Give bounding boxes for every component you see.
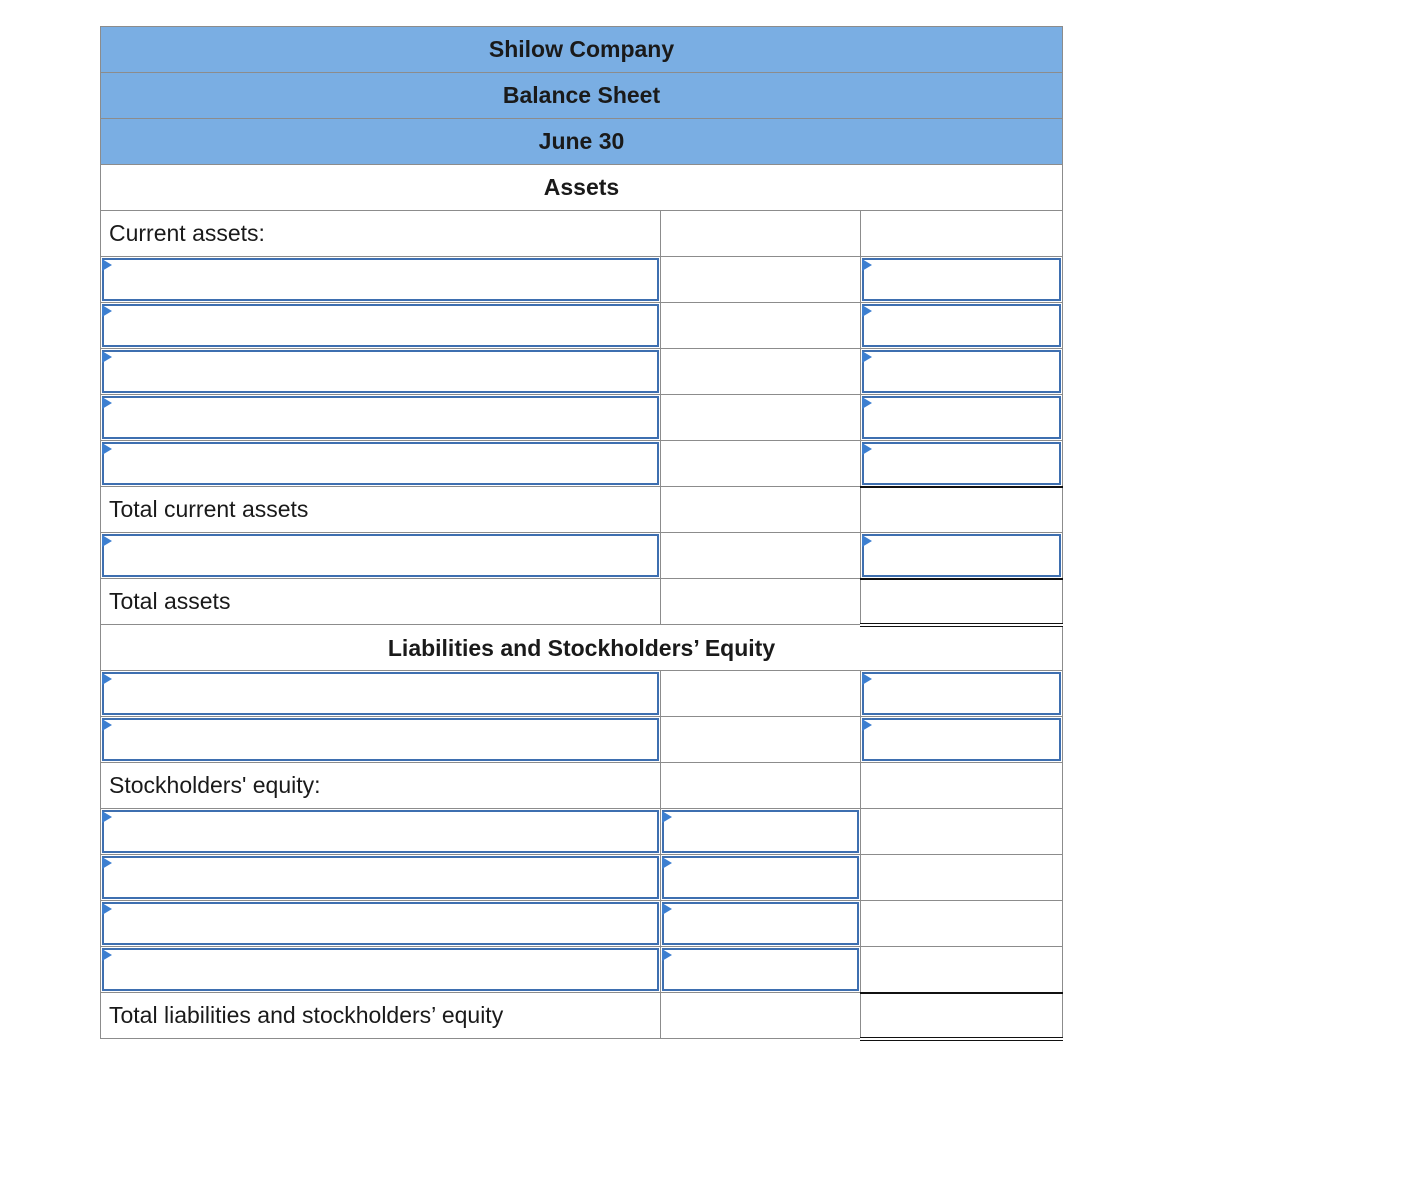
empty-cell	[661, 211, 861, 257]
empty-cell	[661, 993, 861, 1039]
table-row	[101, 947, 1063, 993]
stockholders-equity-label: Stockholders' equity:	[101, 763, 661, 809]
liability-amount-cell	[861, 717, 1063, 763]
equity-account-cell	[101, 809, 661, 855]
current-asset-amount-input[interactable]	[864, 444, 1059, 483]
dropdown-marker-icon	[102, 443, 112, 455]
equity-amount-cell	[661, 855, 861, 901]
current-asset-amount-cell	[861, 441, 1063, 487]
current-asset-amount-input[interactable]	[864, 306, 1059, 345]
dropdown-marker-icon	[102, 903, 112, 915]
dropdown-marker-icon	[102, 949, 112, 961]
empty-cell	[861, 763, 1063, 809]
header-row-company	[101, 27, 1063, 73]
empty-cell	[661, 487, 861, 533]
dropdown-marker-icon	[862, 397, 872, 409]
section-row-liabilities	[101, 625, 1063, 671]
noncurrent-asset-account-input[interactable]	[104, 536, 657, 575]
empty-cell	[661, 395, 861, 441]
equity-amount-input[interactable]	[664, 950, 857, 989]
dropdown-marker-icon	[662, 903, 672, 915]
statement-title: Balance Sheet	[101, 73, 1063, 119]
dropdown-marker-icon	[862, 673, 872, 685]
current-asset-account-cell	[101, 257, 661, 303]
equity-account-input[interactable]	[104, 858, 657, 897]
equity-account-input[interactable]	[104, 950, 657, 989]
equity-amount-input[interactable]	[664, 904, 857, 943]
liability-account-input[interactable]	[104, 674, 657, 713]
dropdown-marker-icon	[862, 719, 872, 731]
current-asset-amount-cell	[861, 349, 1063, 395]
total-liabilities-equity-value	[861, 993, 1063, 1039]
empty-cell	[661, 533, 861, 579]
current-asset-account-cell	[101, 441, 661, 487]
empty-cell	[661, 717, 861, 763]
current-asset-amount-input[interactable]	[864, 398, 1059, 437]
table-row	[101, 993, 1063, 1039]
dropdown-marker-icon	[102, 857, 112, 869]
current-asset-amount-cell	[861, 257, 1063, 303]
empty-cell	[661, 763, 861, 809]
table-row	[101, 211, 1063, 257]
dropdown-marker-icon	[102, 397, 112, 409]
table-row	[101, 533, 1063, 579]
liability-amount-cell	[861, 671, 1063, 717]
company-name: Shilow Company	[101, 27, 1063, 73]
header-row-date	[101, 119, 1063, 165]
total-assets-label: Total assets	[101, 579, 661, 625]
empty-cell	[661, 349, 861, 395]
table-row	[101, 303, 1063, 349]
equity-amount-cell	[661, 901, 861, 947]
table-row	[101, 901, 1063, 947]
dropdown-marker-icon	[102, 673, 112, 685]
current-asset-account-cell	[101, 303, 661, 349]
dropdown-marker-icon	[862, 443, 872, 455]
total-current-assets-value	[861, 487, 1063, 533]
table-row	[101, 809, 1063, 855]
empty-cell	[661, 257, 861, 303]
assets-section-title: Assets	[101, 165, 1063, 211]
liability-account-input[interactable]	[104, 720, 657, 759]
empty-cell	[661, 441, 861, 487]
table-row	[101, 579, 1063, 625]
liability-account-cell	[101, 671, 661, 717]
equity-account-input[interactable]	[104, 812, 657, 851]
balance-sheet-table	[100, 26, 1063, 1041]
equity-account-cell	[101, 855, 661, 901]
dropdown-marker-icon	[102, 811, 112, 823]
dropdown-marker-icon	[662, 857, 672, 869]
equity-amount-input[interactable]	[664, 812, 857, 851]
dropdown-marker-icon	[862, 305, 872, 317]
current-asset-account-input[interactable]	[104, 306, 657, 345]
dropdown-marker-icon	[102, 259, 112, 271]
equity-amount-cell	[661, 947, 861, 993]
current-asset-account-input[interactable]	[104, 398, 657, 437]
total-assets-value	[861, 579, 1063, 625]
empty-cell	[861, 809, 1063, 855]
empty-cell	[861, 855, 1063, 901]
total-liabilities-equity-label: Total liabilities and stockholders’ equity	[101, 993, 661, 1039]
liability-amount-input[interactable]	[864, 674, 1059, 713]
table-row	[101, 441, 1063, 487]
equity-amount-input[interactable]	[664, 858, 857, 897]
dropdown-marker-icon	[862, 259, 872, 271]
liability-amount-input[interactable]	[864, 720, 1059, 759]
noncurrent-asset-account-cell	[101, 533, 661, 579]
equity-account-input[interactable]	[104, 904, 657, 943]
current-asset-amount-cell	[861, 303, 1063, 349]
liabilities-equity-section-title: Liabilities and Stockholders’ Equity	[101, 625, 1063, 671]
total-current-assets-label: Total current assets	[101, 487, 661, 533]
empty-cell	[861, 947, 1063, 993]
table-row	[101, 671, 1063, 717]
table-row	[101, 763, 1063, 809]
section-row-assets	[101, 165, 1063, 211]
empty-cell	[661, 303, 861, 349]
dropdown-marker-icon	[102, 719, 112, 731]
current-asset-account-cell	[101, 395, 661, 441]
table-row	[101, 487, 1063, 533]
dropdown-marker-icon	[862, 535, 872, 547]
noncurrent-asset-amount-input[interactable]	[864, 536, 1059, 575]
table-row	[101, 855, 1063, 901]
equity-account-cell	[101, 901, 661, 947]
noncurrent-asset-amount-cell	[861, 533, 1063, 579]
table-row	[101, 349, 1063, 395]
current-asset-account-input[interactable]	[104, 444, 657, 483]
current-asset-amount-input[interactable]	[864, 260, 1059, 299]
table-row	[101, 395, 1063, 441]
table-row	[101, 717, 1063, 763]
empty-cell	[861, 211, 1063, 257]
header-row-statement	[101, 73, 1063, 119]
current-asset-account-input[interactable]	[104, 260, 657, 299]
current-asset-account-input[interactable]	[104, 352, 657, 391]
current-asset-amount-input[interactable]	[864, 352, 1059, 391]
dropdown-marker-icon	[102, 351, 112, 363]
liability-account-cell	[101, 717, 661, 763]
empty-cell	[661, 671, 861, 717]
equity-account-cell	[101, 947, 661, 993]
equity-amount-cell	[661, 809, 861, 855]
current-asset-amount-cell	[861, 395, 1063, 441]
current-asset-account-cell	[101, 349, 661, 395]
statement-date: June 30	[101, 119, 1063, 165]
dropdown-marker-icon	[102, 305, 112, 317]
dropdown-marker-icon	[662, 949, 672, 961]
current-assets-label: Current assets:	[101, 211, 661, 257]
dropdown-marker-icon	[662, 811, 672, 823]
empty-cell	[661, 579, 861, 625]
empty-cell	[861, 901, 1063, 947]
dropdown-marker-icon	[862, 351, 872, 363]
table-row	[101, 257, 1063, 303]
dropdown-marker-icon	[102, 535, 112, 547]
